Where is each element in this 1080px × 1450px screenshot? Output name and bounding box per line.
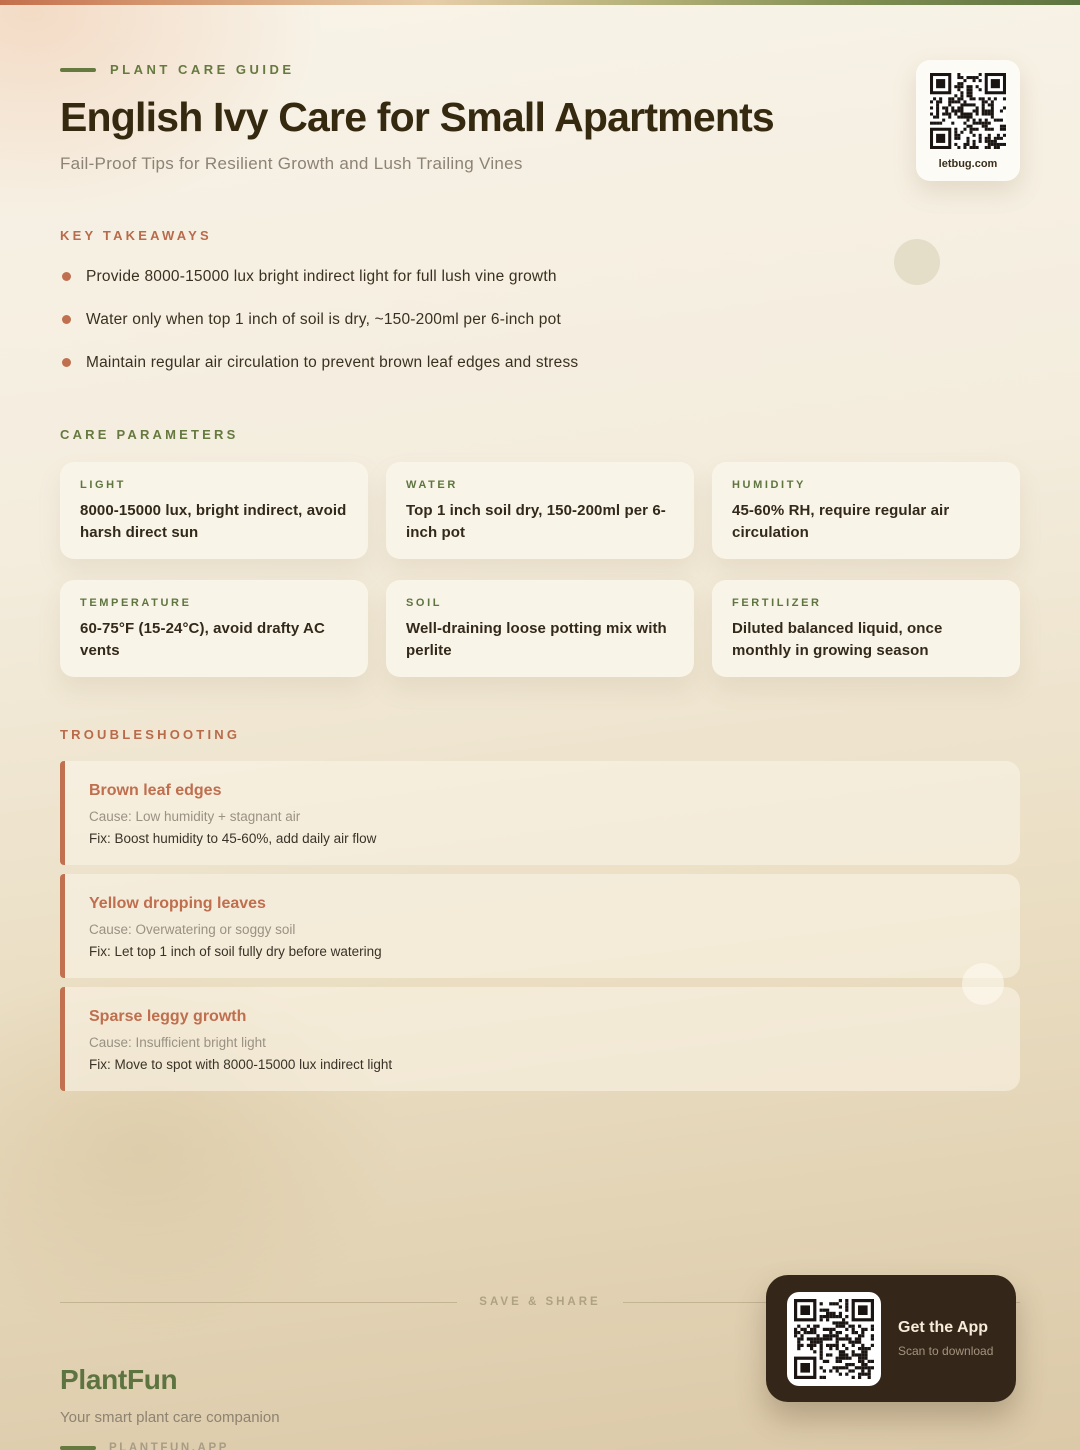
trouble-card-yellow-dropping-leaves bbox=[60, 874, 1020, 978]
page-title: English Ivy Care for Small Apartments bbox=[60, 94, 774, 140]
trouble-fix: Fix: Boost humidity to 45-60%, add daily air flow bbox=[89, 831, 377, 846]
trouble-card-brown-leaf-edges bbox=[60, 761, 1020, 865]
list-item bbox=[60, 354, 1020, 372]
trouble-cause: Cause: Low humidity + stagnant air bbox=[89, 809, 301, 824]
param-label: TEMPERATURE bbox=[80, 597, 192, 609]
eyebrow bbox=[60, 62, 1020, 77]
param-card-temperature bbox=[60, 580, 368, 677]
app-card-text bbox=[898, 1319, 993, 1358]
divider-label: SAVE & SHARE bbox=[479, 1296, 601, 1308]
brand-tagline: Your smart plant care companion bbox=[60, 1409, 280, 1426]
brand-logo: PlantFun bbox=[60, 1364, 178, 1395]
troubleshooting-heading: TROUBLESHOOTING bbox=[60, 727, 241, 742]
param-label: HUMIDITY bbox=[732, 479, 806, 491]
care-parameters-grid bbox=[60, 462, 1020, 677]
decorative-blob bbox=[962, 963, 1004, 1005]
bullet-icon bbox=[62, 315, 71, 324]
app-card-title: Get the App bbox=[898, 1319, 989, 1336]
list-item bbox=[60, 311, 1020, 329]
param-text: Diluted balanced liquid, once monthly in growing season bbox=[732, 620, 943, 659]
get-app-card bbox=[766, 1275, 1016, 1402]
param-label: SOIL bbox=[406, 597, 443, 609]
param-label: FERTILIZER bbox=[732, 597, 822, 609]
param-card-soil bbox=[386, 580, 694, 677]
qr-caption: letbug.com bbox=[938, 158, 998, 170]
param-text: 8000-15000 lux, bright indirect, avoid harsh direct sun bbox=[80, 502, 347, 541]
trouble-title: Yellow dropping leaves bbox=[89, 895, 266, 912]
app-qr-tile bbox=[787, 1292, 881, 1386]
accent-dash bbox=[60, 1446, 96, 1450]
list-item bbox=[60, 268, 1020, 286]
care-parameters-heading: CARE PARAMETERS bbox=[60, 427, 239, 442]
param-card-water bbox=[386, 462, 694, 559]
bullet-text: Maintain regular air circulation to prevent brown leaf edges and stress bbox=[86, 354, 579, 371]
trouble-card-sparse-leggy-growth bbox=[60, 987, 1020, 1091]
param-label: LIGHT bbox=[80, 479, 126, 491]
troubleshooting-cards bbox=[60, 761, 1020, 1091]
key-takeaways-section bbox=[60, 228, 1020, 372]
brand-domain: PLANTFUN.APP bbox=[109, 1442, 230, 1450]
param-text: 60-75°F (15-24°C), avoid drafty AC vents bbox=[80, 620, 325, 659]
trouble-fix: Fix: Let top 1 inch of soil fully dry before watering bbox=[89, 944, 382, 959]
qr-code bbox=[794, 1299, 874, 1384]
accent-dash bbox=[60, 68, 96, 72]
app-card-subtitle: Scan to download bbox=[898, 1344, 994, 1358]
param-card-light bbox=[60, 462, 368, 559]
bullet-icon bbox=[62, 272, 71, 281]
troubleshooting-section bbox=[60, 727, 1020, 1091]
care-parameters-section bbox=[60, 427, 1020, 677]
param-card-fertilizer bbox=[712, 580, 1020, 677]
param-text: Well-draining loose potting mix with perlite bbox=[406, 620, 667, 659]
trouble-title: Brown leaf edges bbox=[89, 782, 222, 799]
eyebrow-label: PLANT CARE GUIDE bbox=[110, 62, 295, 77]
key-takeaways-heading: KEY TAKEAWAYS bbox=[60, 228, 212, 243]
param-text: Top 1 inch soil dry, 150-200ml per 6-inch pot bbox=[406, 502, 666, 541]
bullet-icon bbox=[62, 358, 71, 367]
header-qr-card bbox=[916, 60, 1020, 181]
trouble-title: Sparse leggy growth bbox=[89, 1008, 247, 1025]
trouble-fix: Fix: Move to spot with 8000-15000 lux indirect light bbox=[89, 1057, 393, 1072]
qr-code bbox=[925, 73, 1011, 149]
trouble-cause: Cause: Overwatering or soggy soil bbox=[89, 922, 296, 937]
divider-line bbox=[60, 1302, 457, 1303]
brand-domain-row bbox=[60, 1442, 1020, 1450]
bullet-text: Water only when top 1 inch of soil is dry, ~150-200ml per 6-inch pot bbox=[86, 311, 561, 328]
bullet-text: Provide 8000-15000 lux bright indirect light for full lush vine growth bbox=[86, 268, 557, 285]
page-subtitle: Fail-Proof Tips for Resilient Growth and Lush Trailing Vines bbox=[60, 154, 523, 173]
trouble-cause: Cause: Insufficient bright light bbox=[89, 1035, 266, 1050]
param-card-humidity bbox=[712, 462, 1020, 559]
param-text: 45-60% RH, require regular air circulation bbox=[732, 502, 950, 541]
param-label: WATER bbox=[406, 479, 458, 491]
